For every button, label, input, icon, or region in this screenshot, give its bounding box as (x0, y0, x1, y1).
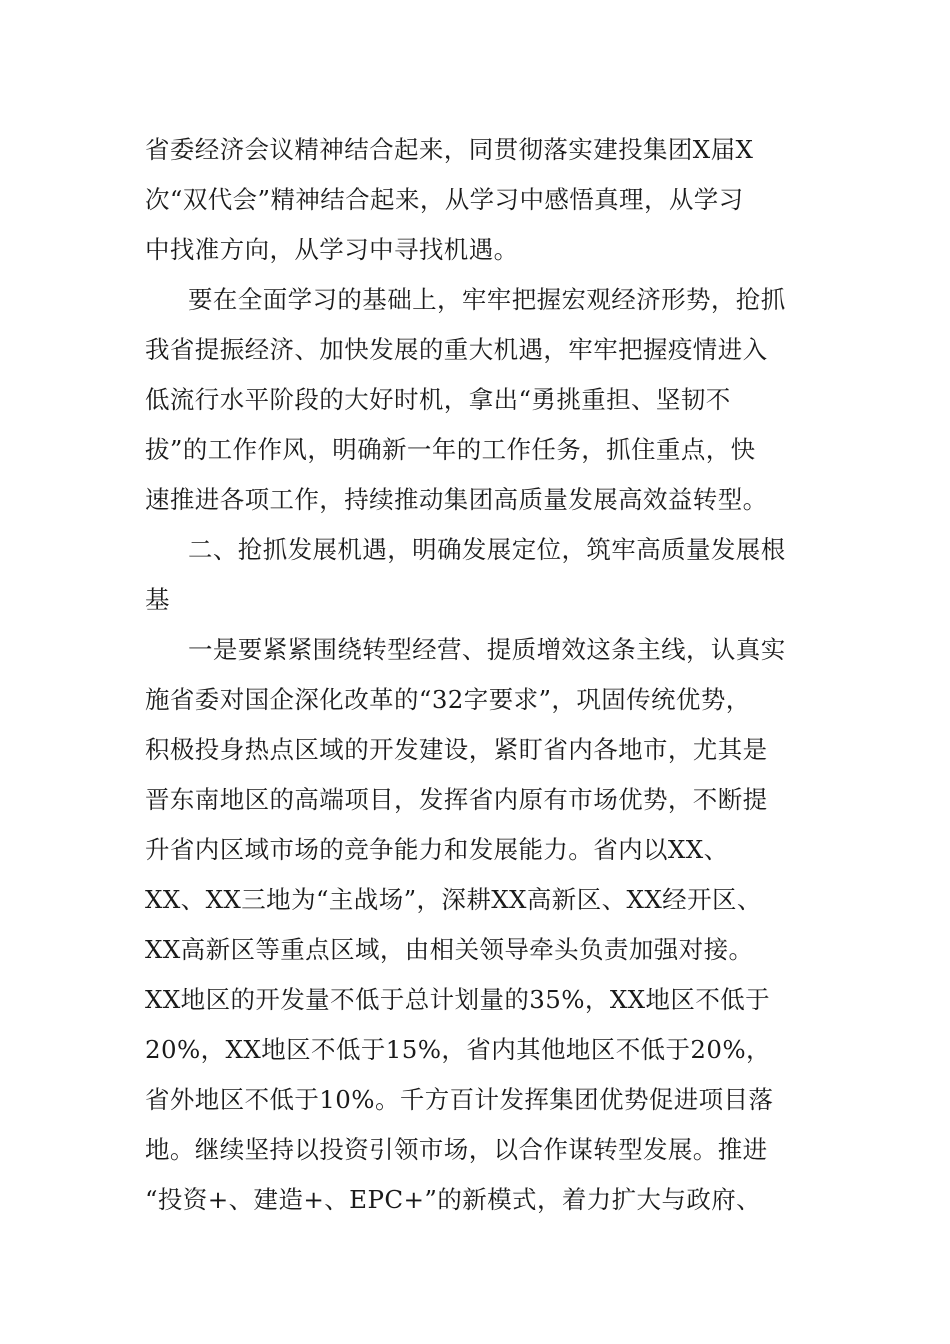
section-heading-line: 基 (145, 585, 170, 614)
text-line: 低流行水平阶段的大好时机，拿出“勇挑重担、坚韧不 (145, 385, 731, 414)
text-line: 积极投身热点区域的开发建设，紧盯省内各地市，尤其是 (145, 735, 768, 764)
paragraph-start-line: 要在全面学习的基础上，牢牢把握宏观经济形势，抢抓 (188, 285, 786, 314)
text-line: XX、XX三地为“主战场”，深耕XX高新区、XX经开区、 (145, 885, 762, 914)
text-line: 晋东南地区的高端项目，发挥省内原有市场优势，不断提 (145, 785, 768, 814)
section-heading-line: 二、抢抓发展机遇，明确发展定位，筑牢高质量发展根 (188, 535, 786, 564)
text-line: 中找准方向，从学习中寻找机遇。 (145, 235, 519, 264)
text-line: 地。继续坚持以投资引领市场，以合作谋转型发展。推进 (145, 1135, 768, 1164)
text-line: 拔”的工作作风，明确新一年的工作任务，抓住重点，快 (145, 435, 756, 464)
text-line: 省外地区不低于10%。千方百计发挥集团优势促进项目落 (145, 1085, 774, 1114)
text-line: 我省提振经济、加快发展的重大机遇，牢牢把握疫情进入 (145, 335, 768, 364)
text-line: 20%，XX地区不低于15%，省内其他地区不低于20%， (145, 1035, 771, 1064)
text-line: 次“双代会”精神结合起来，从学习中感悟真理，从学习 (145, 185, 744, 214)
text-line: XX高新区等重点区域，由相关领导牵头负责加强对接。 (145, 935, 754, 964)
text-line: 省委经济会议精神结合起来，同贯彻落实建投集团X届X (145, 135, 754, 164)
text-line: 升省内区域市场的竞争能力和发展能力。省内以XX、 (145, 835, 729, 864)
text-line: 施省委对国企深化改革的“32字要求”，巩固传统优势， (145, 685, 751, 714)
text-line: XX地区的开发量不低于总计划量的35%，XX地区不低于 (145, 985, 771, 1014)
text-line: “投资+、建造+、EPC+”的新模式，着力扩大与政府、 (145, 1185, 762, 1214)
text-line: 速推进各项工作，持续推动集团高质量发展高效益转型。 (145, 485, 768, 514)
paragraph-start-line: 一是要紧紧围绕转型经营、提质增效这条主线，认真实 (188, 635, 786, 664)
